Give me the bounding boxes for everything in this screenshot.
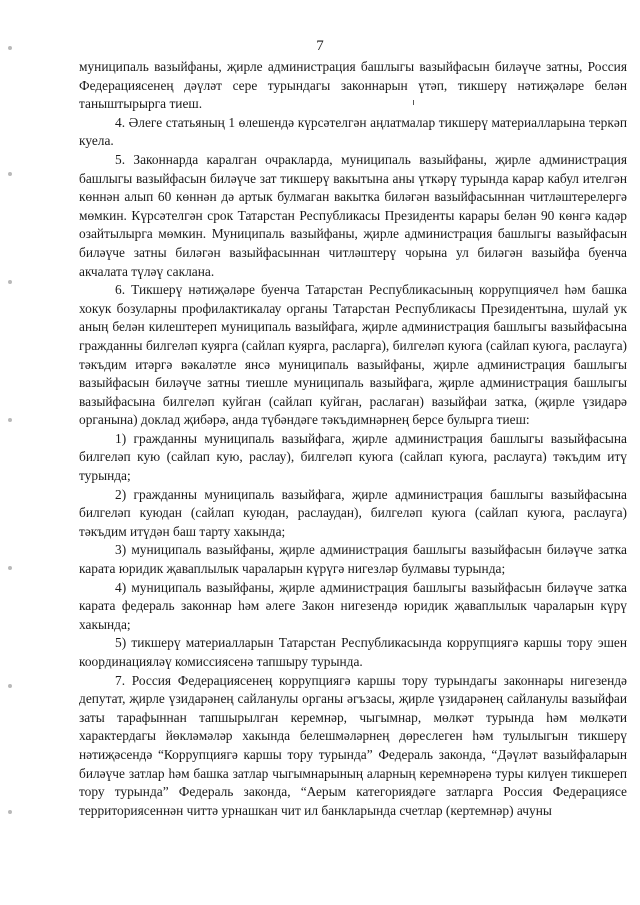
- binding-hole-mark: [8, 566, 12, 570]
- paragraph: 4. Әлеге статьяның 1 өлешендә күрсәтелгән аңлатмалар тикшерү материалларына теркәп куела.: [79, 114, 627, 149]
- paragraph: муниципаль вазыйфаны, җирле администрация башлыгы вазыйфасын биләүче затны, Россия Федерациясенең дәүләт сере турындагы законнарын үтәп, тикшерү нәтиҗәләре белән таныштырырга тиеш.: [79, 59, 627, 112]
- document-body: [79, 58, 627, 820]
- binding-hole-mark: [8, 280, 12, 284]
- paragraph: 1) гражданны муниципаль вазыйфага, җирле администрация башлыгы вазыйфасына билгеләп кую (сайлап кую, раслау), билгеләп куюга (сайлап куюга, раслауга) тәкъдим итү турында;: [79, 430, 627, 484]
- paragraph: 5. Законнарда каралган очракларда, муниципаль вазыйфаны, җирле администрация башлыгы вазыйфасын биләүче зат тикшерү вакытына аны үткәрү турында карар кабул ителгән көннән алып 60 көннән дә артык булмаган вакытка биләгән вазыйфасыннан читләштерелергә мөмкин. Күрсәтелгән срок Татарстан Республикасы Президенты карары белән 90 көнгә кадәр озайтылырга мөмкин. Муниципаль вазыйфаны, җирле администрация башлыгы вазыйфасын биләүче затны биләгән вазыйфасыннан читләштерү чорына ул биләгән вазыйфа буенча акчалата түләү саклана.: [79, 151, 627, 279]
- paragraph: 6. Тикшерү нәтиҗәләре буенча Татарстан Республикасының коррупциячел һәм башка хокук бозуларны профилактикалау органы Татарстан Республикасы Президентына, шулай ук аның белән килештереп муниципаль вазыйфага, җирле администрация башлыгы вазыйфасына гражданны билгеләп куярга (сайлап куярга, расларга), билгеләп куюга (сайлап куюга, раслауга) тәкъдим итәргә вәкаләтле янсә муниципаль вазыйфаны, җирле администрация башлыгы вазыйфасын биләүче затны тиешле муниципаль вазыйфага, җирле администрация башлыгы вазыйфасына билгеләп куйган (сайлап куйган, раслаган) вазыйфаи затка, (җирле үзидарә органына) доклад җибәрә, анда түбәндәге тәкъдимнәрнең берсе булырга тиеш:: [79, 282, 627, 428]
- paragraph: 4) муниципаль вазыйфаны, җирле администрация башлыгы вазыйфасын биләүче затка карата федераль законнар һәм әлеге Закон нигезендә юридик җаваплылык чараларын күрү хакында;: [79, 579, 627, 632]
- paragraph: 3) муниципаль вазыйфаны, җирле администрация башлыгы вазыйфасын биләүче затка карата юридик җаваплылык чараларын күрүгә нигезләр булмавы турында;: [79, 542, 627, 577]
- binding-hole-mark: [8, 172, 12, 176]
- binding-hole-mark: [8, 418, 12, 422]
- paragraph: 5) тикшерү материалларын Татарстан Республикасында коррупциягә каршы тору эшен координацияләү комиссиясенә тапшыру турында.: [79, 635, 627, 669]
- page-number: 7: [316, 38, 324, 54]
- binding-hole-mark: [8, 46, 12, 50]
- paragraph: 7. Россия Федерациясенең коррупциягә каршы тору турындагы законнары нигезендә депутат, җирле үзидарәнең сайланулы органы әгъзасы, җирле үзидарәнең сайланулы вазыйфаи заты тарафыннан тапшырылган керемнәр, чыгымнар, мөлкәт турында һәм мөлкәти характердагы йөкләмәләр хакында белешмәләрнең дөреслеген һәм тулылыгын тикшерү нәтиҗәсендә “Коррупциягә каршы тору турында” Федераль законда, “Дәүләт вазыйфаларын биләүче затлар һәм башка затлар чыгымнарының аларның керемнәренә туры килүен тикшереп тору турында” Федераль законда, “Аерым категориядәге затларга Россия Федерациясе территориясеннән читтә урнашкан чит ил банкларында счетлар (кертемнәр) ачуны: [79, 672, 627, 818]
- binding-hole-mark: [8, 684, 12, 688]
- binding-hole-mark: [8, 810, 12, 814]
- paragraph: 2) гражданны муниципаль вазыйфага, җирле администрация башлыгы вазыйфасына билгеләп куюдан (сайлап куюдан, раслаудан), билгеләп куюга (сайлап куюга, раслауга) тәкъдим итүдән баш тарту хакында;: [79, 486, 627, 539]
